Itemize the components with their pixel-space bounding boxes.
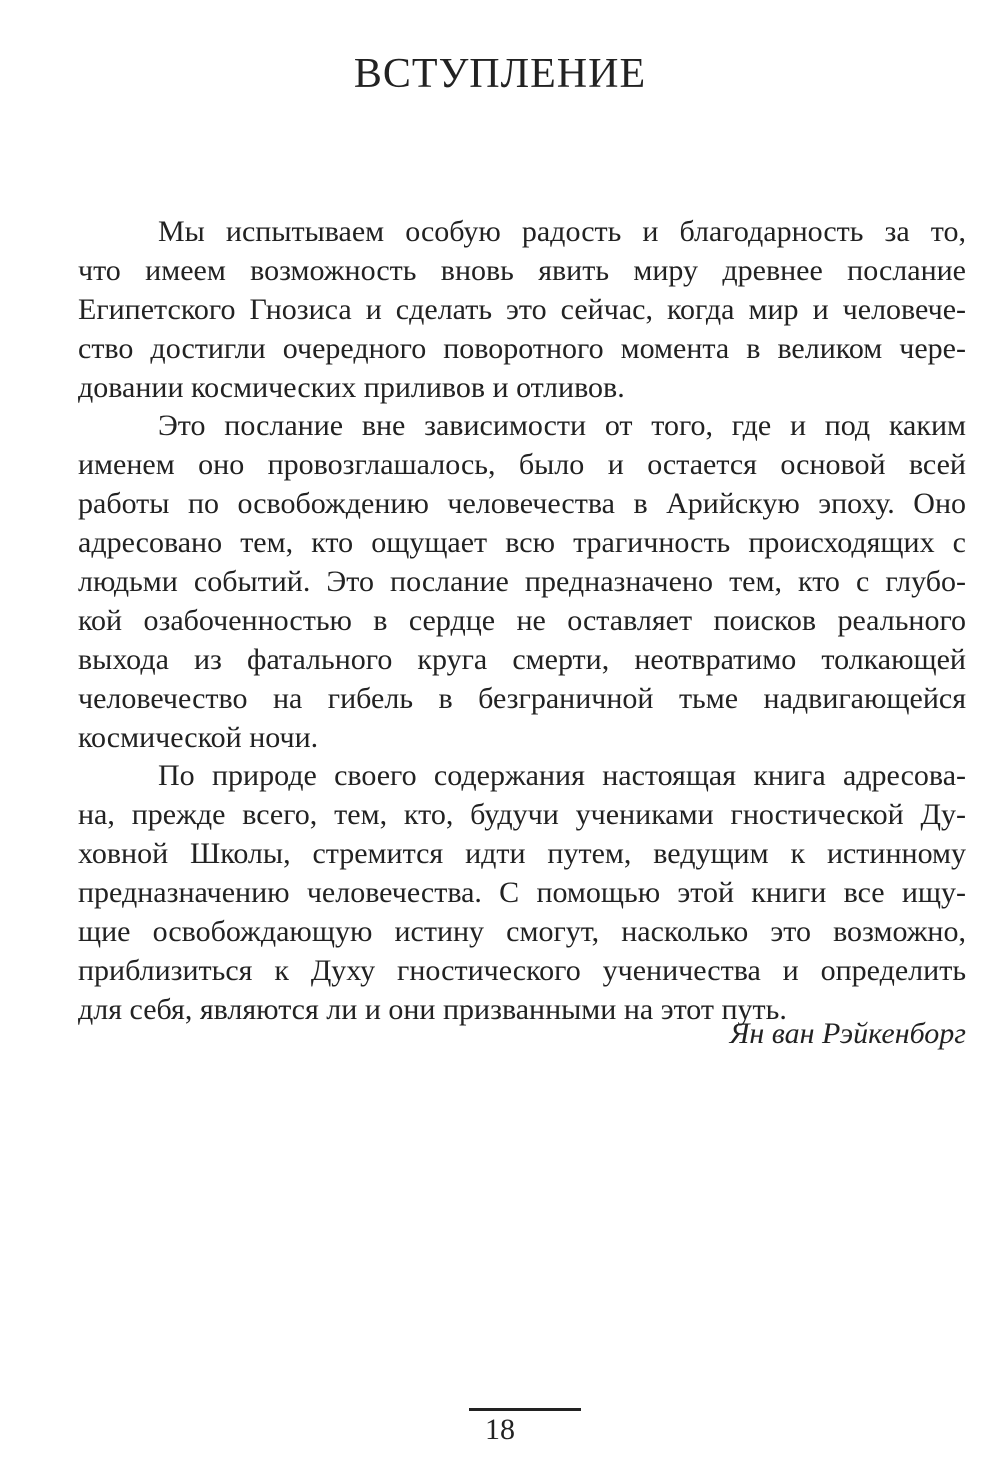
text-line: Это послание вне зависимости от того, где и под каким: [158, 409, 966, 443]
text-line: работы по освобождению человечества в Арийскую эпоху. Оно: [78, 487, 966, 521]
text-line: предназначению человечества. С помощью этой книги все ищу-: [78, 876, 966, 910]
paragraph: [78, 213, 966, 407]
text-line: Мы испытываем особую радость и благодарность за то,: [158, 215, 966, 248]
text-line: кой озабоченностью в сердце не оставляет поисков реального: [78, 603, 966, 637]
page-number: 18: [485, 1413, 515, 1446]
text-line: человечество на гибель в безграничной тьме надвигающейся: [78, 681, 966, 715]
author-signature: Ян ван Рэйкенборг: [729, 1017, 966, 1050]
text-line: для себя, являются ли и они призванными на этот путь.: [78, 992, 787, 1026]
text-line: на, прежде всего, тем, кто, будучи учениками гностической Ду-: [78, 798, 966, 832]
paragraph: [78, 407, 966, 757]
text-line: щие освобождающую истину смогут, насколько это возможно,: [78, 915, 966, 949]
text-line: довании космических приливов и отливов.: [78, 370, 625, 404]
text-line: что имеем возможность вновь явить миру древнее послание: [78, 253, 966, 287]
text-line: По природе своего содержания настоящая книга адресова-: [158, 759, 966, 793]
text-line: выхода из фатального круга смерти, неотвратимо толкающей: [78, 642, 966, 676]
footer-rule: [469, 1408, 581, 1411]
text-line: космической ночи.: [78, 720, 319, 754]
body-text: [78, 213, 966, 1030]
paragraph: [78, 757, 966, 1029]
text-line: приблизиться к Духу гностического ученичества и определить: [78, 953, 966, 987]
text-line: адресовано тем, кто ощущает всю трагичность происходящих с: [78, 526, 966, 560]
chapter-title: ВСТУПЛЕНИЕ: [353, 51, 647, 97]
text-line: ство достигли очередного поворотного момента в великом чере-: [78, 331, 966, 365]
text-line: Египетского Гнозиса и сделать это сейчас, когда мир и человече-: [78, 292, 966, 326]
text-line: людьми событий. Это послание предназначено тем, кто с глубо-: [78, 565, 966, 599]
text-line: именем оно провозглашалось, было и остается основой всей: [78, 448, 966, 482]
text-line: ховной Школы, стремится идти путем, ведущим к истинному: [78, 837, 966, 871]
